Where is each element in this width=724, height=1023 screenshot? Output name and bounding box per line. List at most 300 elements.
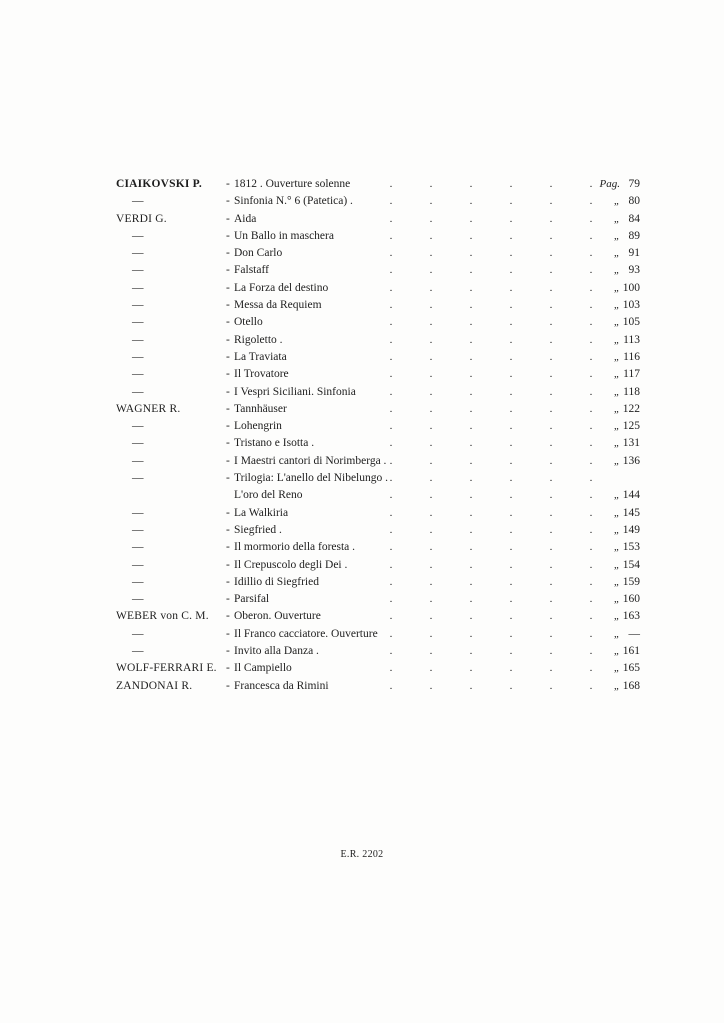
leader-dot: . (469, 627, 473, 640)
work-title: Sinfonia N.° 6 (Patetica) . (234, 195, 353, 208)
leader-dot: . (429, 645, 433, 658)
leader-dot: . (589, 247, 593, 260)
dot-leader (371, 366, 611, 383)
toc-row (116, 211, 646, 228)
leader-dot: . (389, 247, 393, 260)
leader-dot: . (589, 316, 593, 329)
composer-name: — (132, 247, 144, 260)
dot-leader (371, 332, 611, 349)
leader-dot: . (549, 437, 553, 450)
list-bullet: - (226, 454, 230, 467)
composer-name: WAGNER R. (116, 402, 181, 415)
page-number: 131 (622, 437, 640, 450)
leader-dot: . (549, 212, 553, 225)
composer-name: — (132, 541, 144, 554)
page-mark: „ (613, 575, 620, 588)
leader-dot: . (429, 178, 433, 190)
list-bullet: - (226, 299, 230, 312)
leader-dot: . (389, 472, 393, 485)
work-title: Don Carlo (234, 247, 283, 260)
list-bullet: - (226, 506, 230, 519)
work-title: Aida (234, 212, 257, 225)
leader-dot: . (509, 593, 513, 606)
leader-dot: . (469, 178, 473, 190)
work-title-cell (226, 608, 321, 625)
work-title-cell (226, 453, 386, 470)
toc-row (116, 228, 646, 245)
page-number: 125 (622, 420, 640, 433)
toc-row (116, 401, 646, 418)
leader-dot: . (469, 368, 473, 381)
composer-name: — (132, 454, 144, 467)
page-mark: „ (613, 679, 620, 692)
work-title: Trilogia: L'anello del Nibelungo . (234, 472, 389, 485)
dot-leader (371, 401, 611, 418)
toc-row (116, 193, 646, 210)
composer-name: — (132, 195, 144, 208)
page-mark: „ (613, 506, 620, 519)
leader-dot: . (469, 299, 473, 312)
page-mark: „ (613, 645, 620, 658)
leader-dot: . (429, 437, 433, 450)
work-title: Il Crepuscolo degli Dei . (234, 558, 348, 571)
work-title: Tannhäuser (234, 402, 287, 415)
page-number: 149 (622, 523, 640, 536)
composer-name: — (132, 506, 144, 519)
work-title-cell (226, 297, 322, 314)
leader-dot: . (389, 402, 393, 415)
leader-dot: . (509, 627, 513, 640)
leader-dot: . (429, 420, 433, 433)
composer-name: ZANDONAI R. (116, 679, 193, 692)
leader-dot: . (509, 506, 513, 519)
leader-dot: . (549, 281, 553, 294)
leader-dot: . (389, 593, 393, 606)
leader-dot: . (429, 593, 433, 606)
leader-dot: . (549, 662, 553, 675)
work-title-cell (226, 435, 314, 452)
toc-row (116, 332, 646, 349)
leader-dot: . (469, 316, 473, 329)
leader-dot: . (389, 316, 393, 329)
leader-dot: . (389, 558, 393, 571)
list-bullet: - (226, 679, 230, 692)
page-number: 100 (622, 281, 640, 294)
work-title: Oberon. Ouverture (234, 610, 321, 623)
dot-leader (371, 453, 611, 470)
leader-dot: . (589, 333, 593, 346)
work-title-cell (226, 591, 269, 608)
composer-name: — (132, 523, 144, 536)
dot-leader (371, 418, 611, 435)
leader-dot: . (589, 472, 593, 485)
leader-dot: . (589, 610, 593, 623)
leader-dot: . (509, 489, 513, 502)
leader-dot: . (429, 299, 433, 312)
leader-dot: . (589, 420, 593, 433)
leader-dot: . (549, 316, 553, 329)
toc-row (116, 660, 646, 677)
page-number: 113 (623, 333, 640, 346)
leader-dot: . (389, 610, 393, 623)
leader-dot: . (549, 368, 553, 381)
work-title: Lohengrin (234, 420, 282, 433)
page-mark: „ (613, 489, 620, 502)
page-mark: „ (613, 368, 620, 381)
leader-dot: . (549, 679, 553, 692)
page-number: 117 (623, 368, 640, 381)
leader-dot: . (469, 454, 473, 467)
leader-dot: . (549, 627, 553, 640)
page-mark: „ (613, 662, 620, 675)
leader-dot: . (509, 610, 513, 623)
leader-dot: . (549, 178, 553, 190)
dot-leader (371, 435, 611, 452)
leader-dot: . (509, 575, 513, 588)
toc-row (116, 591, 646, 608)
leader-dot: . (509, 178, 513, 190)
toc-row (116, 262, 646, 279)
leader-dot: . (549, 229, 553, 242)
leader-dot: . (509, 195, 513, 208)
leader-dot: . (389, 679, 393, 692)
leader-dot: . (509, 523, 513, 536)
leader-dot: . (589, 558, 593, 571)
toc-row (116, 418, 646, 435)
page-number: 163 (622, 610, 640, 623)
leader-dot: . (549, 610, 553, 623)
work-title-cell (226, 643, 319, 660)
composer-name: — (132, 281, 144, 294)
page-number: 105 (622, 316, 640, 329)
leader-dot: . (469, 281, 473, 294)
leader-dot: . (389, 229, 393, 242)
leader-dot: . (469, 264, 473, 277)
leader-dot: . (549, 333, 553, 346)
toc-row (116, 643, 646, 660)
work-title: Il Campiello (234, 662, 292, 675)
leader-dot: . (429, 368, 433, 381)
leader-dot: . (509, 541, 513, 554)
work-title: Tristano e Isotta . (234, 437, 315, 450)
page-number: 84 (628, 212, 640, 225)
page-mark: „ (613, 264, 620, 277)
leader-dot: . (429, 472, 433, 485)
dot-leader (371, 539, 611, 556)
dot-leader (371, 522, 611, 539)
leader-dot: . (389, 627, 393, 640)
composer-name: — (132, 333, 144, 346)
page-mark: „ (613, 454, 620, 467)
leader-dot: . (389, 281, 393, 294)
leader-dot: . (509, 264, 513, 277)
work-title: Un Ballo in maschera (234, 229, 334, 242)
table-of-contents (116, 176, 646, 695)
list-bullet: - (226, 575, 230, 588)
leader-dot: . (469, 558, 473, 571)
dot-leader (371, 643, 611, 660)
leader-dot: . (389, 264, 393, 277)
toc-row (116, 314, 646, 331)
publisher-catalog-number: E.R. 2202 (340, 849, 384, 860)
composer-name: CIAIKOVSKI P. (116, 178, 202, 190)
composer-name: — (132, 558, 144, 571)
list-bullet: - (226, 627, 230, 640)
page-mark: „ (613, 627, 620, 640)
leader-dot: . (469, 541, 473, 554)
leader-dot: . (509, 229, 513, 242)
leader-dot: . (469, 247, 473, 260)
work-title: Francesca da Rimini (234, 679, 329, 692)
composer-name: — (132, 264, 144, 277)
work-title-cell (226, 349, 287, 366)
leader-dot: . (509, 472, 513, 485)
composer-name: WOLF-FERRARI E. (116, 662, 217, 675)
work-title: Idillio di Siegfried (234, 575, 319, 588)
work-title-cell (226, 418, 282, 435)
leader-dot: . (549, 645, 553, 658)
work-title-cell (226, 332, 283, 349)
work-title: Il mormorio della foresta . (234, 541, 356, 554)
leader-dot: . (429, 523, 433, 536)
leader-dot: . (549, 575, 553, 588)
leader-dot: . (389, 575, 393, 588)
page-mark: „ (613, 437, 620, 450)
work-title: La Traviata (234, 350, 287, 363)
leader-dot: . (389, 368, 393, 381)
leader-dot: . (509, 420, 513, 433)
work-title: Invito alla Danza . (234, 645, 319, 658)
toc-row (116, 384, 646, 401)
work-title-cell (226, 314, 263, 331)
page-mark: „ (613, 316, 620, 329)
list-bullet: - (226, 523, 230, 536)
leader-dot: . (469, 523, 473, 536)
work-title-cell (226, 487, 303, 504)
leader-dot: . (469, 489, 473, 502)
page-mark: „ (613, 247, 620, 260)
list-bullet: - (226, 645, 230, 658)
leader-dot: . (429, 575, 433, 588)
dot-leader (371, 557, 611, 574)
work-title-cell (226, 262, 269, 279)
leader-dot: . (429, 281, 433, 294)
list-bullet: - (226, 333, 230, 346)
toc-row (116, 608, 646, 625)
leader-dot: . (389, 350, 393, 363)
leader-dot: . (549, 454, 553, 467)
dot-leader (371, 660, 611, 677)
leader-dot: . (509, 247, 513, 260)
leader-dot: . (509, 454, 513, 467)
page-mark: „ (613, 350, 620, 363)
leader-dot: . (469, 506, 473, 519)
leader-dot: . (589, 645, 593, 658)
leader-dot: . (389, 178, 393, 190)
list-bullet: - (226, 662, 230, 675)
list-bullet: - (226, 558, 230, 571)
list-bullet: - (226, 264, 230, 277)
leader-dot: . (469, 593, 473, 606)
page-number: 161 (622, 645, 640, 658)
leader-dot: . (589, 368, 593, 381)
composer-name: — (132, 472, 144, 485)
dot-leader (371, 626, 611, 643)
leader-dot: . (509, 385, 513, 398)
toc-row (116, 574, 646, 591)
dot-leader (371, 211, 611, 228)
leader-dot: . (589, 541, 593, 554)
work-title: Il Franco cacciatore. Ouverture (234, 627, 378, 640)
page-number: 144 (622, 489, 640, 502)
composer-name: — (132, 437, 144, 450)
page-number: 80 (628, 195, 640, 208)
leader-dot: . (589, 593, 593, 606)
leader-dot: . (429, 506, 433, 519)
leader-dot: . (509, 437, 513, 450)
page-mark: „ (613, 610, 620, 623)
composer-name: — (132, 299, 144, 312)
leader-dot: . (389, 385, 393, 398)
work-title: Messa da Requiem (234, 299, 322, 312)
leader-dot: . (509, 212, 513, 225)
leader-dot: . (429, 610, 433, 623)
work-title-cell (226, 678, 329, 695)
page-mark: „ (613, 385, 620, 398)
leader-dot: . (429, 212, 433, 225)
dot-leader (371, 487, 611, 504)
list-bullet: - (226, 229, 230, 242)
toc-row (116, 539, 646, 556)
work-title: Il Trovatore (234, 368, 289, 381)
list-bullet: - (226, 195, 230, 208)
work-title: Parsifal (234, 593, 270, 606)
leader-dot: . (469, 472, 473, 485)
leader-dot: . (429, 229, 433, 242)
leader-dot: . (429, 195, 433, 208)
list-bullet: - (226, 350, 230, 363)
leader-dot: . (549, 523, 553, 536)
list-bullet: - (226, 281, 230, 294)
leader-dot: . (429, 316, 433, 329)
composer-name: VERDI G. (116, 212, 167, 225)
page-mark: „ (613, 523, 620, 536)
leader-dot: . (389, 195, 393, 208)
leader-dot: . (429, 402, 433, 415)
leader-dot: . (509, 662, 513, 675)
leader-dot: . (589, 506, 593, 519)
list-bullet: - (226, 247, 230, 260)
page-mark: „ (613, 195, 620, 208)
list-bullet: - (226, 212, 230, 225)
page-number: 91 (628, 247, 640, 260)
dot-leader (371, 228, 611, 245)
leader-dot: . (549, 385, 553, 398)
toc-row (116, 435, 646, 452)
leader-dot: . (589, 350, 593, 363)
work-title: La Forza del destino (234, 281, 329, 294)
work-title-cell (226, 557, 347, 574)
leader-dot: . (429, 558, 433, 571)
page-number: 168 (622, 679, 640, 692)
leader-dot: . (469, 575, 473, 588)
work-title-cell (226, 660, 292, 677)
toc-row (116, 470, 646, 487)
page-number: 93 (628, 264, 640, 277)
page-number: 165 (622, 662, 640, 675)
leader-dot: . (469, 229, 473, 242)
work-title-cell (226, 626, 378, 643)
page-mark: „ (613, 229, 620, 242)
leader-dot: . (509, 558, 513, 571)
leader-dot: . (549, 489, 553, 502)
page-number: 160 (622, 593, 640, 606)
leader-dot: . (469, 437, 473, 450)
composer-name: — (132, 593, 144, 606)
toc-row (116, 349, 646, 366)
work-title-cell (226, 574, 319, 591)
leader-dot: . (549, 350, 553, 363)
leader-dot: . (389, 299, 393, 312)
work-title-cell (226, 193, 353, 210)
page-number: 122 (622, 402, 640, 415)
toc-row (116, 453, 646, 470)
leader-dot: . (469, 385, 473, 398)
leader-dot: . (549, 264, 553, 277)
dot-leader (371, 574, 611, 591)
leader-dot: . (589, 281, 593, 294)
list-bullet: - (226, 316, 230, 329)
list-bullet: - (226, 437, 230, 450)
leader-dot: . (429, 627, 433, 640)
toc-row (116, 297, 646, 314)
leader-dot: . (429, 264, 433, 277)
list-bullet: - (226, 178, 230, 190)
page-number: 118 (623, 385, 640, 398)
page-mark: Pag. (599, 178, 620, 190)
toc-row (116, 522, 646, 539)
page-mark: „ (613, 333, 620, 346)
list-bullet: - (226, 402, 230, 415)
leader-dot: . (509, 645, 513, 658)
list-bullet: - (226, 610, 230, 623)
leader-dot: . (429, 333, 433, 346)
toc-row (116, 245, 646, 262)
dot-leader (371, 245, 611, 262)
composer-name: — (132, 229, 144, 242)
leader-dot: . (429, 350, 433, 363)
leader-dot: . (509, 333, 513, 346)
leader-dot: . (509, 368, 513, 381)
list-bullet: - (226, 385, 230, 398)
leader-dot: . (549, 402, 553, 415)
leader-dot: . (589, 385, 593, 398)
work-title-cell (226, 384, 356, 401)
leader-dot: . (589, 299, 593, 312)
work-title: I Maestri cantori di Norimberga . (234, 454, 387, 467)
composer-name: WEBER von C. M. (116, 610, 209, 623)
leader-dot: . (389, 662, 393, 675)
dot-leader (371, 349, 611, 366)
work-title-cell (226, 539, 355, 556)
work-title: Siegfried . (234, 523, 282, 536)
composer-name: — (132, 645, 144, 658)
leader-dot: . (429, 541, 433, 554)
list-bullet: - (226, 472, 230, 485)
leader-dot: . (469, 610, 473, 623)
leader-dot: . (589, 662, 593, 675)
work-title-cell (226, 211, 256, 228)
